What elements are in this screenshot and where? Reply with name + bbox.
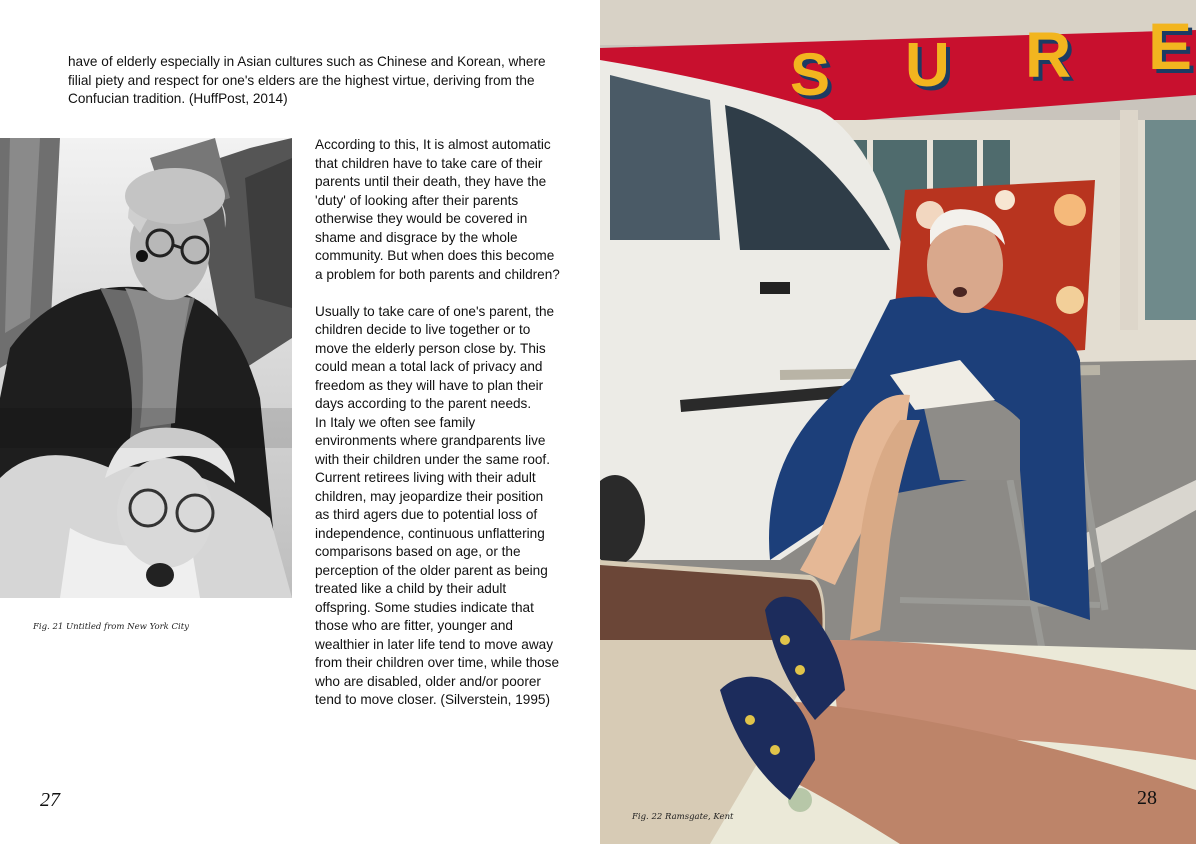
figure-caption-21: Fig. 21 Untitled from New York City [33,622,189,632]
right-page [600,0,1196,844]
sign-letter-e: E [1148,9,1193,83]
intro-paragraph: have of elderly especially in Asian cultures such as Chinese and Korean, where filial piety and respect for one's elders are the highest virtue, deriving from the Confucian tradition. (HuffPost, 2014) [68,54,546,106]
sign-letter-s: S [790,41,831,108]
page-number-right: 28 [1137,787,1157,809]
photo-new-york-women [0,138,292,598]
figure-caption-22: Fig. 22 Ramsgate, Kent [632,812,734,822]
page-number-left: 27 [40,789,60,811]
body-paragraph-1: According to this, It is almost automatic that children have to take care of their parents until their death, they have the 'duty' of looking after their parents otherwise they would be covered in shame and disgrace by the whole community. But when does this become a problem for both parents and children? [315,137,560,282]
sign-letter-r: R [1025,19,1072,91]
shop-sign-letters [600,0,1196,140]
body-paragraph-2: Usually to take care of one's parent, the children decide to live together or to move the elderly person close by. This could mean a total lack of privacy and freedom as they will have to plan their days according to the parent needs. [315,303,555,411]
body-paragraph-3: In Italy we often see family environments where grandparents live with their children under the same roof. Current retirees living with their adult children, may jeopardize their position as third agers due to potential loss of independence, continuous unflattering comparisons based on age, or the perception of the older parent as being treated like a child by their adult offspring. Some studies indicate that those who are fitter, younger and wealthier in later life tend to move away from their children over time, while those who are disabled, older and/or poorer tend to move closer. (Silverstein, 1995) [315,414,560,707]
sign-letter-u: U [905,31,950,100]
body-text-column [315,136,560,710]
